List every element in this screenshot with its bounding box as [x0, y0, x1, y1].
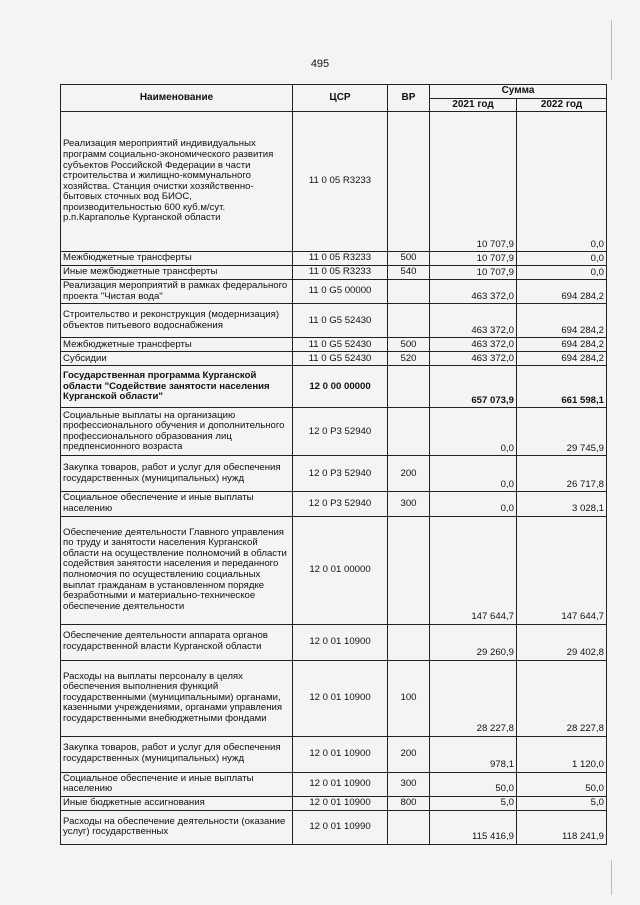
row-sum-2021: 0,0 [430, 456, 517, 492]
row-sum-2022: 118 241,9 [517, 810, 607, 844]
row-csr: 12 0 P3 52940 [293, 408, 388, 456]
budget-table [60, 84, 607, 845]
row-sum-2022: 3 028,1 [517, 492, 607, 516]
row-vr: 100 [388, 660, 430, 736]
row-name: Закупка товаров, работ и услуг для обеспечения государственных (муниципальных) нужд [61, 736, 293, 772]
header-name: Наименование [61, 85, 293, 112]
table-row [61, 112, 607, 252]
header-row [61, 85, 607, 99]
row-sum-2022: 694 284,2 [517, 352, 607, 366]
row-name: Реализация мероприятий индивидуальных программ социально-экономического развития субъектов Российской Федерации в части строительства и жилищно-коммунального хозяйства. Станция очистки хозяйственно-бытовых сточных вод БИОС, производительностью 600 куб.м/сут. р.п.Каргаполье Курганской области [61, 112, 293, 252]
row-sum-2021: 0,0 [430, 408, 517, 456]
row-sum-2021: 50,0 [430, 772, 517, 796]
row-name: Государственная программа Курганской области "Содействие занятости населения Курганской области" [61, 366, 293, 408]
row-sum-2021: 0,0 [430, 492, 517, 516]
row-sum-2022: 694 284,2 [517, 304, 607, 338]
row-vr [388, 408, 430, 456]
row-name: Расходы на обеспечение деятельности (оказание услуг) государственных [61, 810, 293, 844]
row-sum-2021: 657 073,9 [430, 366, 517, 408]
row-sum-2021: 10 707,9 [430, 266, 517, 280]
table-row [61, 624, 607, 660]
table-row [61, 304, 607, 338]
row-csr: 12 0 01 10900 [293, 660, 388, 736]
row-name: Иные бюджетные ассигнования [61, 796, 293, 810]
row-vr [388, 366, 430, 408]
header-sum: Сумма [430, 85, 607, 99]
row-vr [388, 304, 430, 338]
row-sum-2022: 29 402,8 [517, 624, 607, 660]
row-sum-2021: 978,1 [430, 736, 517, 772]
row-vr [388, 112, 430, 252]
table-row [61, 266, 607, 280]
table-row [61, 456, 607, 492]
row-vr [388, 810, 430, 844]
row-vr: 500 [388, 252, 430, 266]
row-sum-2021: 29 260,9 [430, 624, 517, 660]
row-vr: 500 [388, 338, 430, 352]
table-row [61, 772, 607, 796]
row-name: Межбюджетные трансферты [61, 338, 293, 352]
header-year-2021: 2021 год [430, 98, 517, 112]
header-csr: ЦСР [293, 85, 388, 112]
table-row [61, 660, 607, 736]
table-row [61, 252, 607, 266]
row-csr: 12 0 01 10900 [293, 736, 388, 772]
row-csr: 12 0 01 10900 [293, 772, 388, 796]
table-row [61, 492, 607, 516]
header-vr: ВР [388, 85, 430, 112]
row-name: Социальные выплаты на организацию профессионального обучения и дополнительного профессионального образования лиц предпенсионного возраста [61, 408, 293, 456]
row-csr: 12 0 01 10990 [293, 810, 388, 844]
table-row [61, 810, 607, 844]
row-csr: 11 0 G5 00000 [293, 280, 388, 304]
row-sum-2021: 10 707,9 [430, 112, 517, 252]
row-csr: 12 0 01 10900 [293, 796, 388, 810]
row-vr: 520 [388, 352, 430, 366]
table-row [61, 338, 607, 352]
row-vr: 200 [388, 456, 430, 492]
row-name: Межбюджетные трансферты [61, 252, 293, 266]
row-sum-2021: 463 372,0 [430, 352, 517, 366]
row-sum-2021: 10 707,9 [430, 252, 517, 266]
row-name: Обеспечение деятельности аппарата органов государственной власти Курганской области [61, 624, 293, 660]
row-name: Расходы на выплаты персоналу в целях обеспечения выполнения функций государственными (муниципальными) органами, казенными учреждениями, органами управления государственными внебюджетными фондами [61, 660, 293, 736]
row-sum-2022: 5,0 [517, 796, 607, 810]
table-row [61, 280, 607, 304]
row-sum-2022: 147 644,7 [517, 516, 607, 624]
row-name: Реализация мероприятий в рамках федерального проекта "Чистая вода" [61, 280, 293, 304]
row-csr: 11 0 05 R3233 [293, 112, 388, 252]
row-csr: 11 0 G5 52430 [293, 338, 388, 352]
row-sum-2021: 5,0 [430, 796, 517, 810]
row-vr: 540 [388, 266, 430, 280]
row-name: Иные межбюджетные трансферты [61, 266, 293, 280]
row-sum-2022: 28 227,8 [517, 660, 607, 736]
row-sum-2021: 463 372,0 [430, 280, 517, 304]
table-row [61, 366, 607, 408]
row-csr: 11 0 G5 52430 [293, 352, 388, 366]
row-sum-2022: 661 598,1 [517, 366, 607, 408]
header-year-2022: 2022 год [517, 98, 607, 112]
table-row [61, 352, 607, 366]
table-body [61, 112, 607, 845]
row-name: Социальное обеспечение и иные выплаты населению [61, 492, 293, 516]
table-row [61, 516, 607, 624]
row-sum-2021: 115 416,9 [430, 810, 517, 844]
table-row [61, 408, 607, 456]
row-sum-2022: 694 284,2 [517, 280, 607, 304]
row-name: Закупка товаров, работ и услуг для обеспечения государственных (муниципальных) нужд [61, 456, 293, 492]
row-sum-2022: 694 284,2 [517, 338, 607, 352]
row-csr: 11 0 05 R3233 [293, 266, 388, 280]
row-vr [388, 516, 430, 624]
row-sum-2022: 1 120,0 [517, 736, 607, 772]
row-vr: 300 [388, 492, 430, 516]
row-csr: 12 0 P3 52940 [293, 456, 388, 492]
page-number: 495 [310, 58, 330, 70]
row-sum-2021: 463 372,0 [430, 338, 517, 352]
row-sum-2021: 147 644,7 [430, 516, 517, 624]
row-name: Строительство и реконструкция (модернизация) объектов питьевого водоснабжения [61, 304, 293, 338]
row-sum-2021: 463 372,0 [430, 304, 517, 338]
row-sum-2022: 0,0 [517, 252, 607, 266]
row-sum-2022: 0,0 [517, 112, 607, 252]
row-csr: 12 0 P3 52940 [293, 492, 388, 516]
row-vr: 300 [388, 772, 430, 796]
row-vr: 800 [388, 796, 430, 810]
row-sum-2022: 50,0 [517, 772, 607, 796]
row-name: Субсидии [61, 352, 293, 366]
row-vr: 200 [388, 736, 430, 772]
scan-mark-bottom [611, 860, 612, 895]
row-sum-2022: 0,0 [517, 266, 607, 280]
row-csr: 12 0 01 00000 [293, 516, 388, 624]
row-csr: 12 0 01 10900 [293, 624, 388, 660]
row-vr [388, 280, 430, 304]
row-csr: 11 0 G5 52430 [293, 304, 388, 338]
row-name: Социальное обеспечение и иные выплаты населению [61, 772, 293, 796]
row-sum-2021: 28 227,8 [430, 660, 517, 736]
row-sum-2022: 26 717,8 [517, 456, 607, 492]
row-vr [388, 624, 430, 660]
scan-mark-top [611, 20, 612, 80]
row-name: Обеспечение деятельности Главного управления по труду и занятости населения Курганской области на осуществление полномочий в области содействия занятости населения и переданного полномочия по осуществлению социальных выплат гражданам в установленном порядке безработными и материально-техническое обеспечение деятельности [61, 516, 293, 624]
table-row [61, 736, 607, 772]
row-sum-2022: 29 745,9 [517, 408, 607, 456]
row-csr: 12 0 00 00000 [293, 366, 388, 408]
table-row [61, 796, 607, 810]
row-csr: 11 0 05 R3233 [293, 252, 388, 266]
